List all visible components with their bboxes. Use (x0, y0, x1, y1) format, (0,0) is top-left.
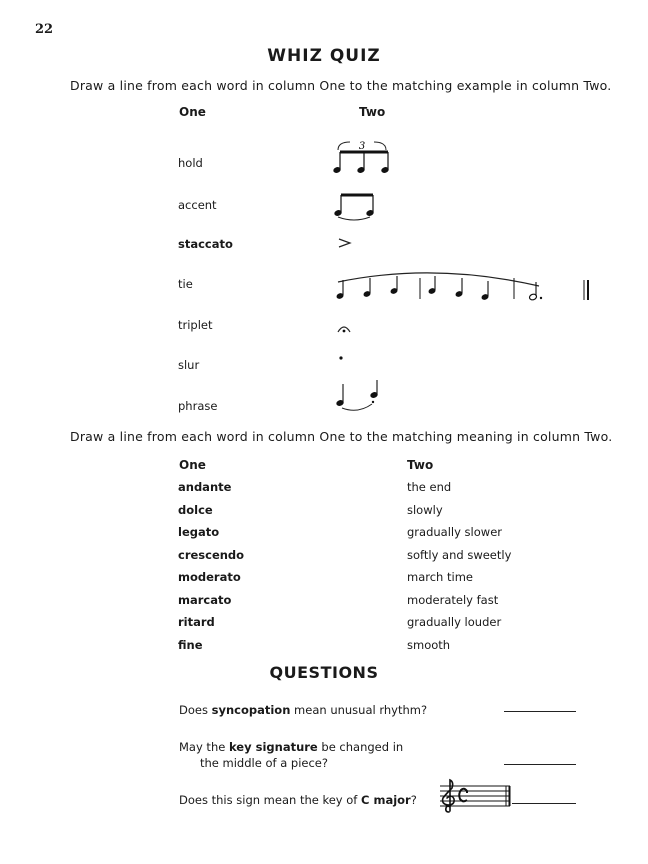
section2-col-one-header: One (179, 458, 206, 472)
answer-blank-2[interactable] (504, 764, 576, 765)
term-fine: fine (178, 638, 203, 652)
term-hold: hold (178, 156, 203, 170)
section2-col-two-header: Two (407, 458, 434, 472)
answer-blank-1[interactable] (504, 711, 576, 712)
term-andante: andante (178, 480, 232, 494)
term-accent: accent (178, 198, 217, 212)
meaning-gradually-louder: gradually louder (407, 615, 502, 629)
meaning-gradually-slower: gradually slower (407, 525, 502, 539)
section1-col-one-header: One (179, 105, 206, 119)
section2-instruction: Draw a line from each word in column One to the matching meaning in column Two. (70, 429, 613, 444)
meaning-softly-and-sweetly: softly and sweetly (407, 548, 512, 562)
example-triplet-notation (330, 138, 400, 178)
question-2: May the key signature be changed in (179, 740, 404, 754)
section1-instruction: Draw a line from each word in column One to the matching example in column Two. (70, 78, 612, 93)
question-1: Does syncopation mean unusual rhythm? (179, 703, 428, 717)
staff-treble-clef-common-time (436, 778, 512, 814)
term-dolce: dolce (178, 503, 213, 517)
term-phrase: phrase (178, 399, 218, 413)
term-staccato: staccato (178, 237, 233, 251)
term-slur: slur (178, 358, 200, 372)
example-phrase-notation (334, 262, 596, 304)
example-staccato-dot (337, 354, 345, 362)
section1-col-two-header: Two (359, 105, 386, 119)
triplet-number: 3 (358, 141, 366, 152)
page-number: 22 (35, 22, 54, 37)
term-crescendo: crescendo (178, 548, 245, 562)
term-triplet: triplet (178, 318, 213, 332)
term-legato: legato (178, 525, 220, 539)
term-tie: tie (178, 277, 193, 291)
meaning-slowly: slowly (407, 503, 443, 517)
page-title: WHIZ QUIZ (267, 46, 381, 66)
questions-title: QUESTIONS (269, 663, 379, 682)
meaning-march-time: march time (407, 570, 473, 584)
meaning-the-end: the end (407, 480, 452, 494)
example-tied-notes (334, 378, 384, 416)
question-3: Does this sign mean the key of C major? (179, 793, 417, 807)
meaning-smooth: smooth (407, 638, 451, 652)
example-beamed-eighths (334, 192, 380, 222)
question-2-line2: the middle of a piece? (200, 756, 328, 770)
answer-blank-3[interactable] (512, 803, 576, 804)
meaning-moderately-fast: moderately fast (407, 593, 499, 607)
term-marcato: marcato (178, 593, 232, 607)
term-moderato: moderato (178, 570, 241, 584)
term-ritard: ritard (178, 615, 215, 629)
example-accent-mark (338, 238, 352, 248)
example-fermata (337, 324, 351, 334)
